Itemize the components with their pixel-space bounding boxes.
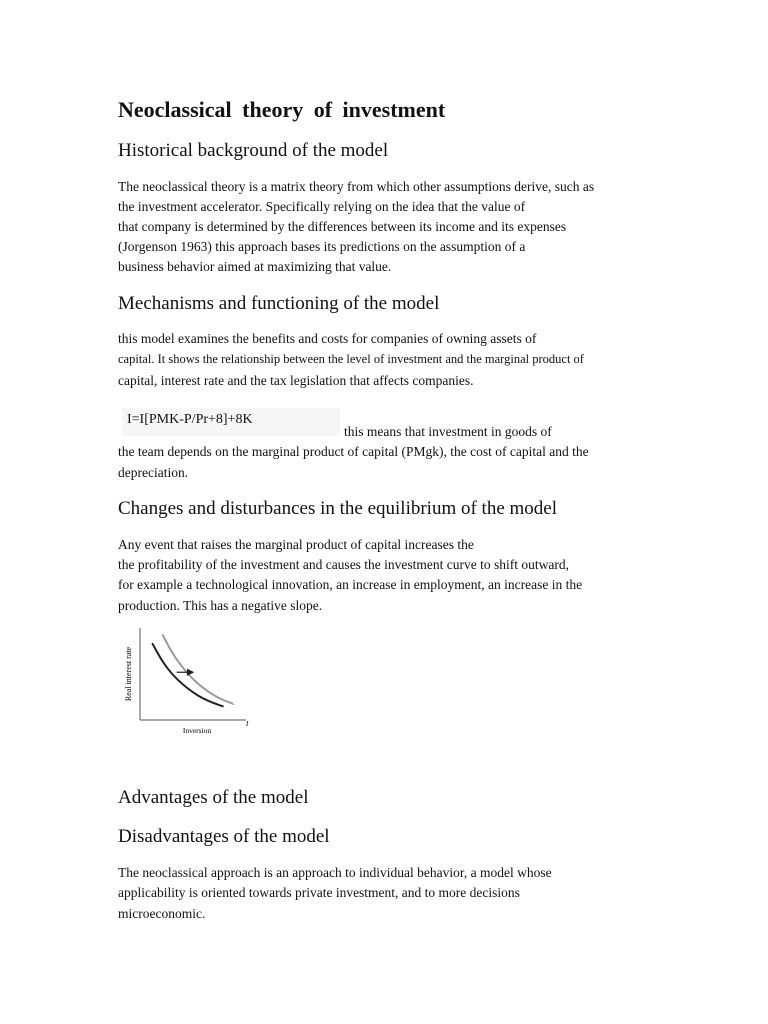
paragraph-line: the investment accelerator. Specifically relying on the idea that the value of (118, 199, 526, 214)
series-layer (152, 634, 234, 706)
y-axis-label: Real interest rate (124, 646, 133, 702)
investment-curve-chart (118, 624, 254, 740)
heading-advantages: Advantages of the model (118, 787, 309, 808)
paragraph-line: this means that investment in goods of (344, 424, 552, 439)
heading-historical-background: Historical background of the model (118, 140, 389, 161)
document-title: Neoclassical theory of investment (118, 97, 446, 122)
paragraph-line: capital, interest rate and the tax legislation that affects companies. (118, 373, 474, 388)
x-axis-label: Inversion (182, 726, 212, 735)
paragraph-line: capital. It shows the relationship between the level of investment and the marginal product of (118, 352, 584, 366)
paragraph-line: depreciation. (118, 465, 189, 480)
investment-formula: I=I[PMK-P/Pr+8]+8K (127, 412, 253, 427)
paragraph-line: The neoclassical approach is an approach to individual behavior, a model whose (118, 865, 552, 880)
paragraph-line: microeconomic. (118, 906, 206, 921)
x-axis-end-label: I (246, 720, 249, 728)
paragraph-line: Any event that raises the marginal product of capital increases the (118, 537, 474, 552)
series-curve-2 (162, 634, 233, 704)
paragraph-line: this model examines the benefits and costs for companies of owning assets of (118, 331, 537, 346)
paragraph-line: business behavior aimed at maximizing that value. (118, 259, 392, 274)
paragraph-line: the team depends on the marginal product of capital (PMgk), the cost of capital and the (118, 444, 589, 459)
paragraph-line: the profitability of the investment and causes the investment curve to shift outward, (118, 557, 570, 572)
paragraph-line: production. This has a negative slope. (118, 598, 323, 613)
paragraph-line: The neoclassical theory is a matrix theory from which other assumptions derive, such as (118, 179, 595, 194)
paragraph-line: applicability is oriented towards private investment, and to more decisions (118, 885, 520, 900)
heading-changes-disturbances: Changes and disturbances in the equilibrium of the model (118, 498, 558, 519)
paragraph-line: for example a technological innovation, an increase in employment, an increase in the (118, 577, 583, 592)
paragraph-line: that company is determined by the differences between its income and its expenses (118, 219, 567, 234)
heading-mechanisms: Mechanisms and functioning of the model (118, 293, 440, 314)
heading-disadvantages: Disadvantages of the model (118, 826, 330, 847)
paragraph-line: (Jorgenson 1963) this approach bases its predictions on the assumption of a (118, 239, 526, 254)
